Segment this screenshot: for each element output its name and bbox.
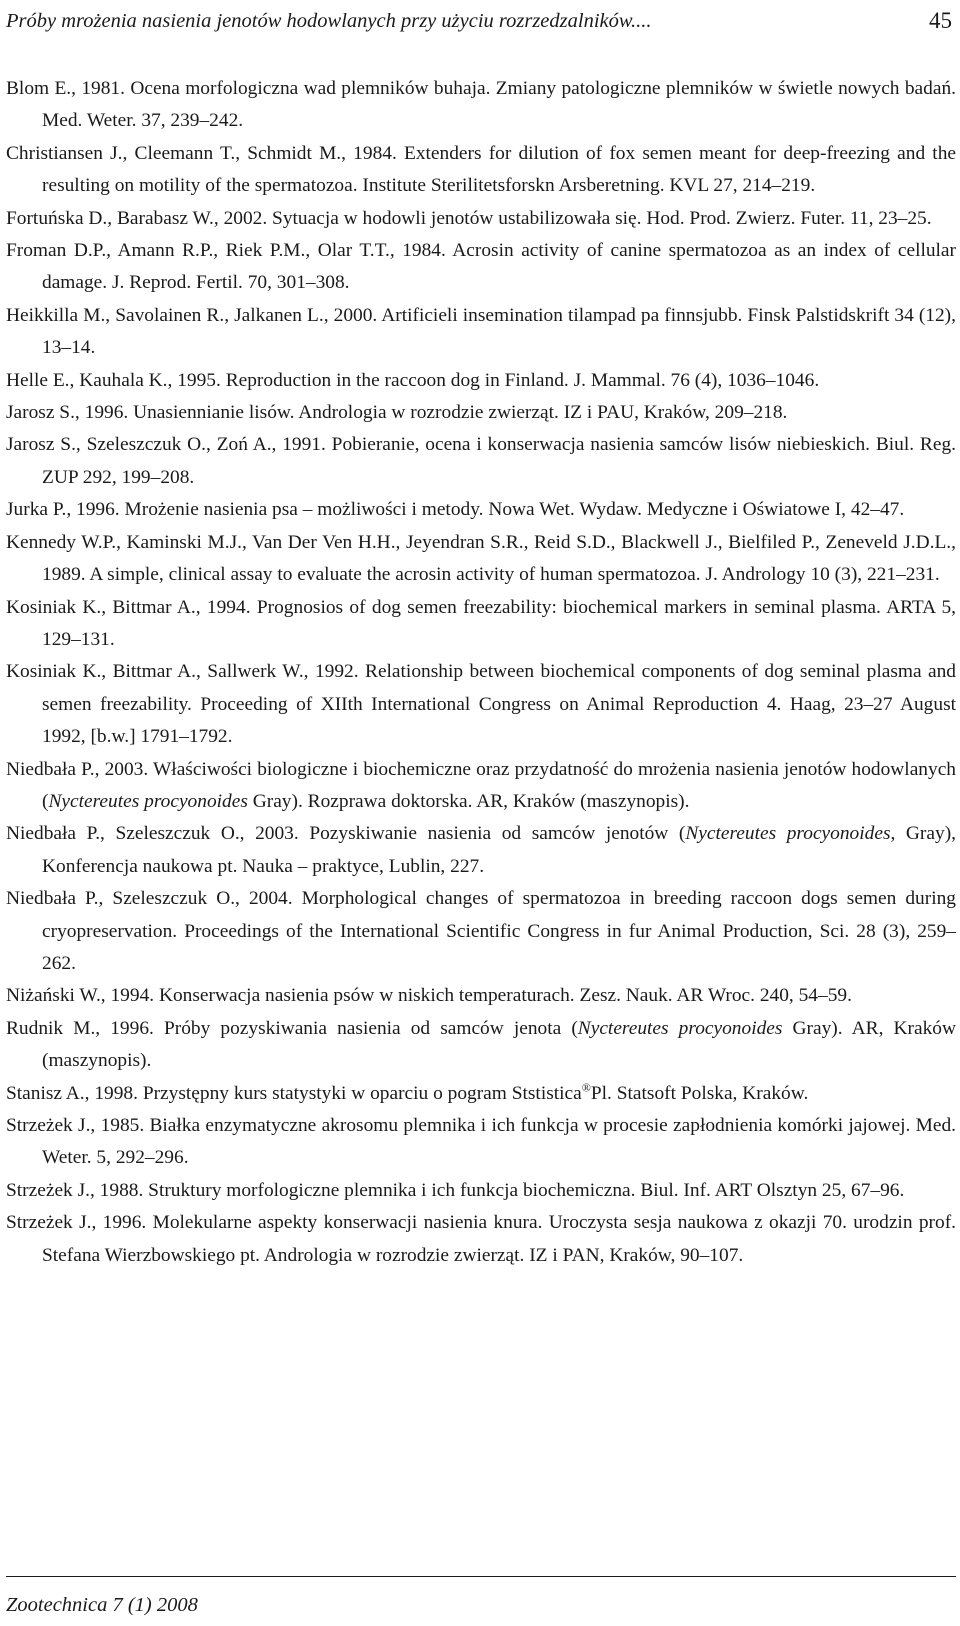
reference-item xyxy=(6,1013,956,1078)
reference-text: Christiansen J., Cleemann T., Schmidt M., 1984. Extenders for dilution of fox semen meant for deep-freezing and the resulting on motility of the spermatozoa. Institute Sterilitetsforskn Arsberetning. KVL 27, 214–219. xyxy=(6,142,956,197)
reference-text: Niedbała P., Szeleszczuk O., 2003. Pozyskiwanie nasienia od samców jenotów ( xyxy=(6,823,686,845)
reference-text: Stanisz A., 1998. Przystępny kurs statystyki w oparciu o pogram Ststistica xyxy=(6,1082,582,1104)
reference-item xyxy=(6,980,956,1012)
reference-item xyxy=(6,883,956,980)
reference-text: Gray). AR, Kraków (maszynopis). xyxy=(42,1017,956,1072)
reference-item xyxy=(6,73,956,138)
reference-text: Niżański W., 1994. Konserwacja nasienia psów w niskich temperaturach. Zesz. Nauk. AR Wroc. 240, 54–59. xyxy=(6,985,852,1007)
reference-item xyxy=(6,1175,956,1207)
reference-text: Blom E., 1981. Ocena morfologiczna wad plemników buhaja. Zmiany patologiczne plemników w świetle nowych badań. Med. Weter. 37, 239–242. xyxy=(6,78,956,132)
reference-item xyxy=(6,1078,956,1110)
reference-text: Jarosz S., Szeleszczuk O., Zoń A., 1991. Pobieranie, ocena i konserwacja nasienia samców lisów niebieskich. Biul. Reg. ZUP 292, 199–208. xyxy=(6,434,956,488)
reference-item xyxy=(6,1207,956,1272)
reference-text: Rudnik M., 1996. Próby pozyskiwania nasienia od samców jenota ( xyxy=(6,1017,578,1039)
running-header xyxy=(6,4,956,40)
reference-item xyxy=(6,397,956,429)
reference-text: Pl. Statsoft Polska, Kraków. xyxy=(590,1082,809,1104)
reference-list xyxy=(6,73,956,1272)
reference-item xyxy=(6,1110,956,1175)
reference-item xyxy=(6,365,956,397)
reference-text: Niedbała P., Szeleszczuk O., 2004. Morphological changes of spermatozoa in breeding raccoon dogs semen during cryopreservation. Proceedings of the International Scientific Congress in fur Animal Production, Sci. 28 (3), 259–262. xyxy=(6,888,956,974)
reference-item xyxy=(6,138,956,203)
reference-text: Heikkilla M., Savolainen R., Jalkanen L., 2000. Artificieli insemination tilampad pa finnsjubb. Finsk Palstidskrift 34 (12), 13–14. xyxy=(6,304,956,359)
reference-text: Kosiniak K., Bittmar A., 1994. Prognosios of dog semen freezability: biochemical markers in seminal plasma. ARTA 5, 129–131. xyxy=(6,596,956,650)
reference-item xyxy=(6,203,956,235)
journal-footer: Zootechnica 7 (1) 2008 xyxy=(6,1594,198,1616)
running-title: Próby mrożenia nasienia jenotów hodowlanych przy użyciu rozrzedzalników.... xyxy=(6,10,652,32)
reference-item xyxy=(6,592,956,657)
reference-item xyxy=(6,300,956,365)
reference-item xyxy=(6,818,956,883)
reference-text: Helle E., Kauhala K., 1995. Reproduction in the raccoon dog in Finland. J. Mammal. 76 (4), 1036–1046. xyxy=(6,369,820,391)
reference-text: Fortuńska D., Barabasz W., 2002. Sytuacja w hodowli jenotów ustabilizowała się. Hod. Prod. Zwierz. Futer. 11, 23–25. xyxy=(6,207,932,229)
reference-item xyxy=(6,656,956,753)
reference-item xyxy=(6,754,956,819)
registered-mark: ® xyxy=(581,1080,591,1095)
reference-item xyxy=(6,235,956,300)
species-name: Nyctereutes procyonoides xyxy=(685,823,891,845)
reference-text: Strzeżek J., 1985. Białka enzymatyczne akrosomu plemnika i ich funkcja w procesie zapłodnienia komórki jajowej. Med. Weter. 5, 292–296. xyxy=(6,1115,956,1169)
species-name: Nyctereutes procyonoides xyxy=(577,1017,783,1039)
footer-rule xyxy=(6,1576,956,1577)
reference-text: Kosiniak K., Bittmar A., Sallwerk W., 1992. Relationship between biochemical components of dog seminal plasma and semen freezability. Proceeding of XIIth International Congress on Animal Reproduction 4. Haag, 23–27 August 1992, [b.w.] 1791–1792. xyxy=(6,661,956,748)
reference-text: Jurka P., 1996. Mrożenie nasienia psa – możliwości i metody. Nowa Wet. Wydaw. Medyczne i Oświatowe I, 42–47. xyxy=(6,499,905,521)
reference-text: Niedbała P., 2003. Właściwości biologiczne i biochemiczne oraz przydatność do mrożenia nasienia jenotów hodowlanych ( xyxy=(6,758,956,812)
reference-text: Strzeżek J., 1996. Molekularne aspekty konserwacji nasienia knura. Uroczysta sesja naukowa z okazji 70. urodzin prof. Stefana Wierzbowskiego pt. Andrologia w rozrodzie zwierząt. IZ i PAN, Kraków, 90–107. xyxy=(6,1212,956,1266)
page-number: 45 xyxy=(929,8,952,33)
reference-text: Gray). Rozprawa doktorska. AR, Kraków (maszynopis). xyxy=(247,790,690,812)
species-name: Nyctereutes procyonoides xyxy=(48,790,248,812)
reference-text: Kennedy W.P., Kaminski M.J., Van Der Ven H.H., Jeyendran S.R., Reid S.D., Blackwell J., Bielfiled P., Zeneveld J.D.L., 1989. A simple, clinical assay to evaluate the acrosin activity of human spermatozoa. J. Andrology 10 (3), 221–231. xyxy=(6,531,956,586)
reference-item xyxy=(6,527,956,592)
reference-text: Froman D.P., Amann R.P., Riek P.M., Olar T.T., 1984. Acrosin activity of canine spermatozoa as an index of cellular damage. J. Reprod. Fertil. 70, 301–308. xyxy=(6,240,956,294)
reference-text: Jarosz S., 1996. Unasiennianie lisów. Andrologia w rozrodzie zwierząt. IZ i PAU, Kraków, 209–218. xyxy=(6,402,788,424)
reference-item xyxy=(6,494,956,526)
reference-text: Strzeżek J., 1988. Struktury morfologiczne plemnika i ich funkcja biochemiczna. Biul. Inf. ART Olsztyn 25, 67–96. xyxy=(6,1179,905,1201)
reference-item xyxy=(6,429,956,494)
reference-text: , Gray), Konferencja naukowa pt. Nauka – praktyce, Lublin, 227. xyxy=(42,823,956,877)
